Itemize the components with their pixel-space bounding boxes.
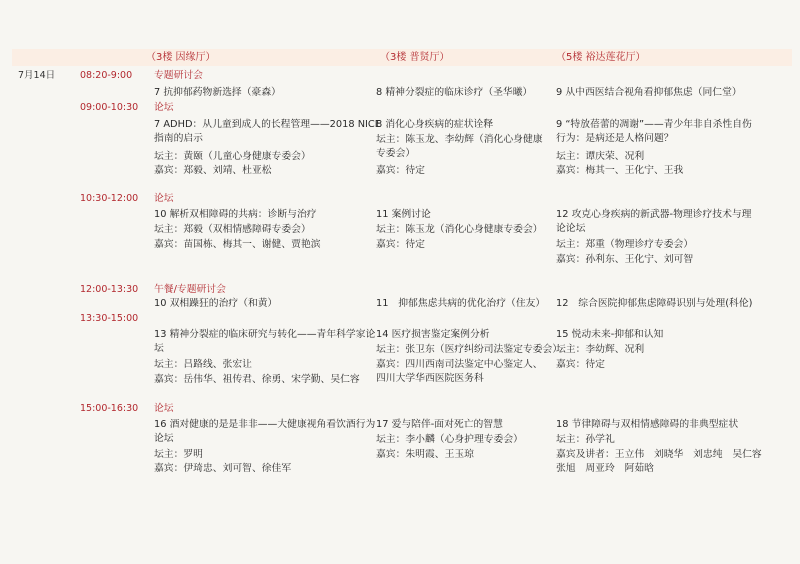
session-title: 8 精神分裂症的临床诊疗（圣华曦） [376, 87, 533, 98]
session-guests: 嘉宾：岳伟华、祖传君、徐勇、宋学勤、吴仁容 [154, 374, 360, 385]
session-title: 12 综合医院抑郁焦虑障碍识别与处理(科伦) [556, 298, 753, 309]
time-slot-1: 08:20-9:00 [80, 70, 133, 81]
venue-header-1: （3楼 因缘厅） [146, 52, 216, 63]
session-host: 坛主：张卫东（医疗纠纷司法鉴定专委会） [376, 344, 563, 355]
session-guests: 嘉宾：待定 [376, 239, 425, 250]
session-guests: 嘉宾：苗国栋、梅其一、谢健、贾艳滨 [154, 239, 321, 250]
session-title: 11 抑郁焦虑共病的优化治疗（住友） [376, 298, 546, 309]
session-host: 坛主：谭庆荣、况利 [556, 151, 645, 162]
session-type: 论坛 [154, 403, 174, 414]
session-guests: 嘉宾：梅其一、王化宁、王我 [556, 165, 684, 176]
session-title: 7 ADHD：从儿童到成人的长程管理——2018 NICE 指南的启示 [154, 119, 381, 144]
time-slot-4: 12:00-13:30 [80, 284, 139, 295]
session-title: 7 抗抑郁药物新选择（豪森） [154, 87, 281, 98]
session-title: 15 悦动未来-抑郁和认知 [556, 329, 664, 340]
session-host: 坛主：黄颐（儿童心身健康专委会） [154, 151, 311, 162]
session-title: 11 案例讨论 [376, 209, 431, 220]
session-title: 16 酒对健康的是是非非——大健康视角看饮酒行为论坛 [154, 419, 376, 444]
session-title: 8 消化心身疾病的症状诠释 [376, 119, 494, 130]
session-host: 坛主：罗明 [154, 449, 203, 460]
session-type: 论坛 [154, 102, 174, 113]
session-host: 坛主：孙学礼 [556, 434, 615, 445]
venue-header-3: （5楼 裕达莲花厅） [556, 52, 646, 63]
session-guests: 嘉宾：郑毅、刘靖、杜亚松 [154, 165, 272, 176]
session-title: 10 解析双相障碍的共病：诊断与治疗 [154, 209, 317, 220]
session-title: 12 攻克心身疾病的新武器-物理诊疗技术与理论论坛 [556, 209, 752, 234]
session-guests: 嘉宾：朱明霞、王玉琼 [376, 449, 474, 460]
session-guests: 嘉宾：四川西南司法鉴定中心鉴定人、四川大学华西医院医务科 [376, 359, 543, 384]
session-title: 14 医疗损害鉴定案例分析 [376, 329, 490, 340]
venue-header-2: （3楼 普贤厅） [380, 52, 450, 63]
session-host: 坛主：李幼辉、况利 [556, 344, 645, 355]
session-guests: 嘉宾：待定 [376, 165, 425, 176]
session-guests: 嘉宾及讲者：王立伟 刘晓华 刘忠纯 吴仁容 张旭 周亚玲 阿茹晗 [556, 449, 772, 474]
time-slot-3: 10:30-12:00 [80, 193, 139, 204]
session-guests: 嘉宾：孙利东、王化宁、刘可智 [556, 254, 694, 265]
session-host: 坛主：陈玉龙、李幼辉（消化心身健康专委会） [376, 134, 543, 159]
session-host: 坛主：陈玉龙（消化心身健康专委会） [376, 224, 543, 235]
date-label: 7月14日 [18, 70, 56, 81]
session-title: 17 爱与陪伴-面对死亡的智慧 [376, 419, 503, 430]
session-host: 坛主：吕路线、张宏让 [154, 359, 252, 370]
time-slot-6: 15:00-16:30 [80, 403, 139, 414]
session-guests: 嘉宾：伊琦忠、刘可智、徐佳军 [154, 463, 292, 474]
time-slot-2: 09:00-10:30 [80, 102, 139, 113]
time-slot-5: 13:30-15:00 [80, 313, 139, 324]
session-title: 13 精神分裂症的临床研究与转化——青年科学家论坛 [154, 329, 376, 354]
session-title: 18 节律障碍与双相情感障碍的非典型症状 [556, 419, 739, 430]
session-type: 专题研讨会 [154, 70, 203, 81]
session-host: 坛主：李小麟（心身护理专委会） [376, 434, 523, 445]
session-guests: 嘉宾：待定 [556, 359, 605, 370]
session-title: 10 双相躁狂的治疗（和黄） [154, 298, 278, 309]
session-title: 9 “特放蓓蕾的凋谢”——青少年非自杀性自伤行为：是病还是人格问题？ [556, 119, 752, 144]
session-type: 午餐/专题研讨会 [154, 284, 226, 295]
session-host: 坛主：郑毅（双相情感障碍专委会） [154, 224, 311, 235]
session-host: 坛主：郑重（物理诊疗专委会） [556, 239, 694, 250]
session-title: 9 从中西医结合视角看抑郁焦虑（同仁堂） [556, 87, 742, 98]
session-type: 论坛 [154, 193, 174, 204]
